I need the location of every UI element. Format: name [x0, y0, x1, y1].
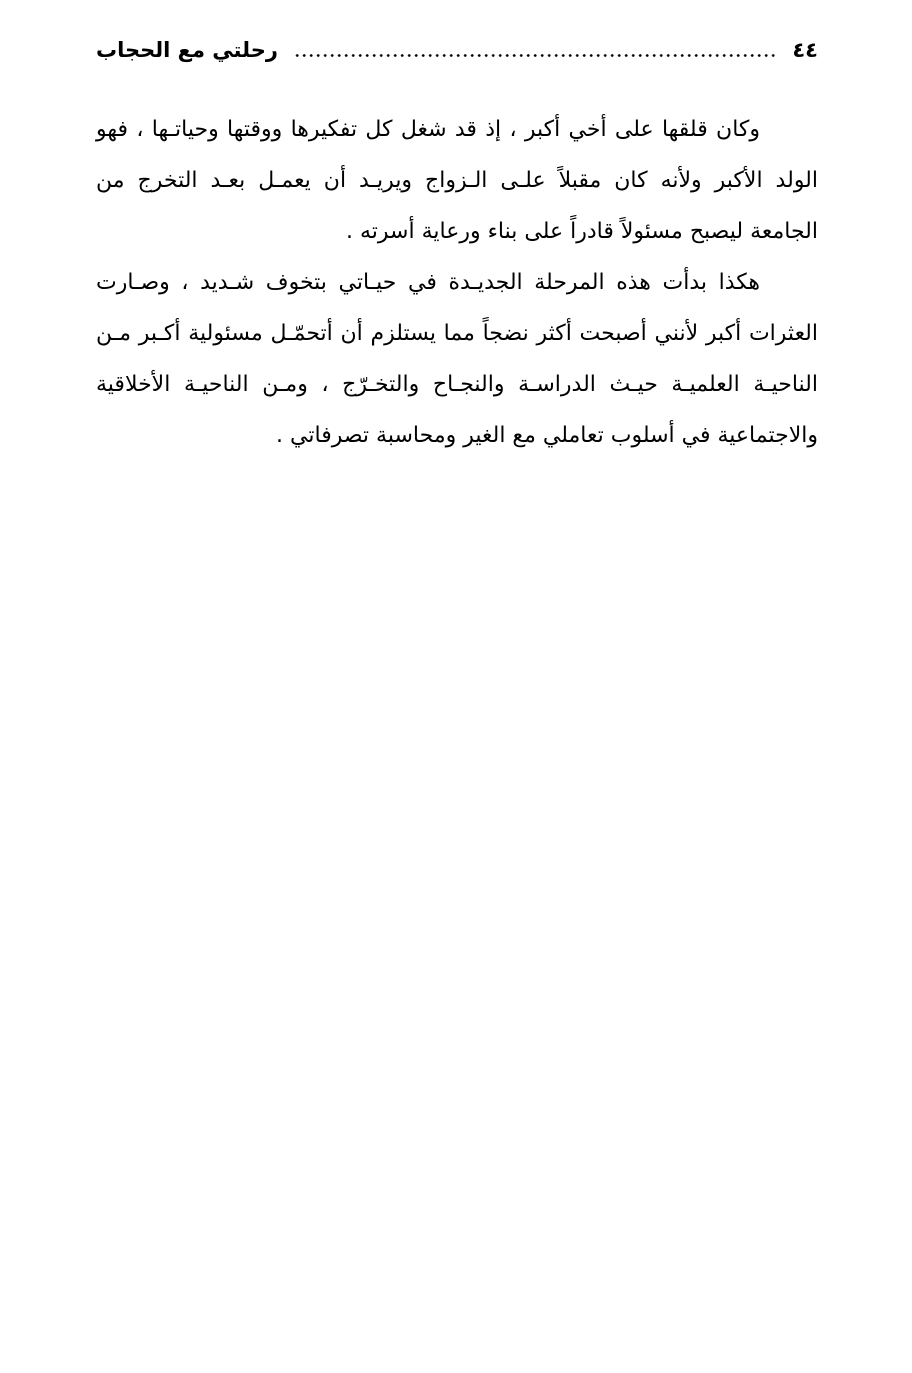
dotted-leader [292, 54, 778, 57]
paragraph-1: وكان قلقها على أخي أكبر ، إذ قد شغل كل تفكيرها ووقتها وحياتـها ، فهو الولد الأكبر ولأنه كان مقبلاً علـى الـزواج ويريـد أن يعمـل بعـد التخرج من الجامعة ليصبح مسئولاً قادراً على بناء ورعاية أسرته . [96, 117, 818, 244]
page-number: ٤٤ [792, 38, 818, 62]
book-title: رحلتي مع الحجاب [96, 38, 278, 62]
body-text [96, 104, 818, 461]
running-header [96, 30, 818, 70]
paragraph-2: هكذا بدأت هذه المرحلة الجديـدة في حيـاتي بتخوف شـديد ، وصـارت العثرات أكبر لأنني أصبحت أكثر نضجاً مما يستلزم أن أتحمّـل مسئولية أكـبر مـن الناحيـة العلميـة حيـث الدراسـة والنجـاح والتخـرّج ، ومـن الناحيـة الأخلاقية والاجتماعية في أسلوب تعاملي مع الغير ومحاسبة تصرفاتي . [96, 270, 818, 448]
